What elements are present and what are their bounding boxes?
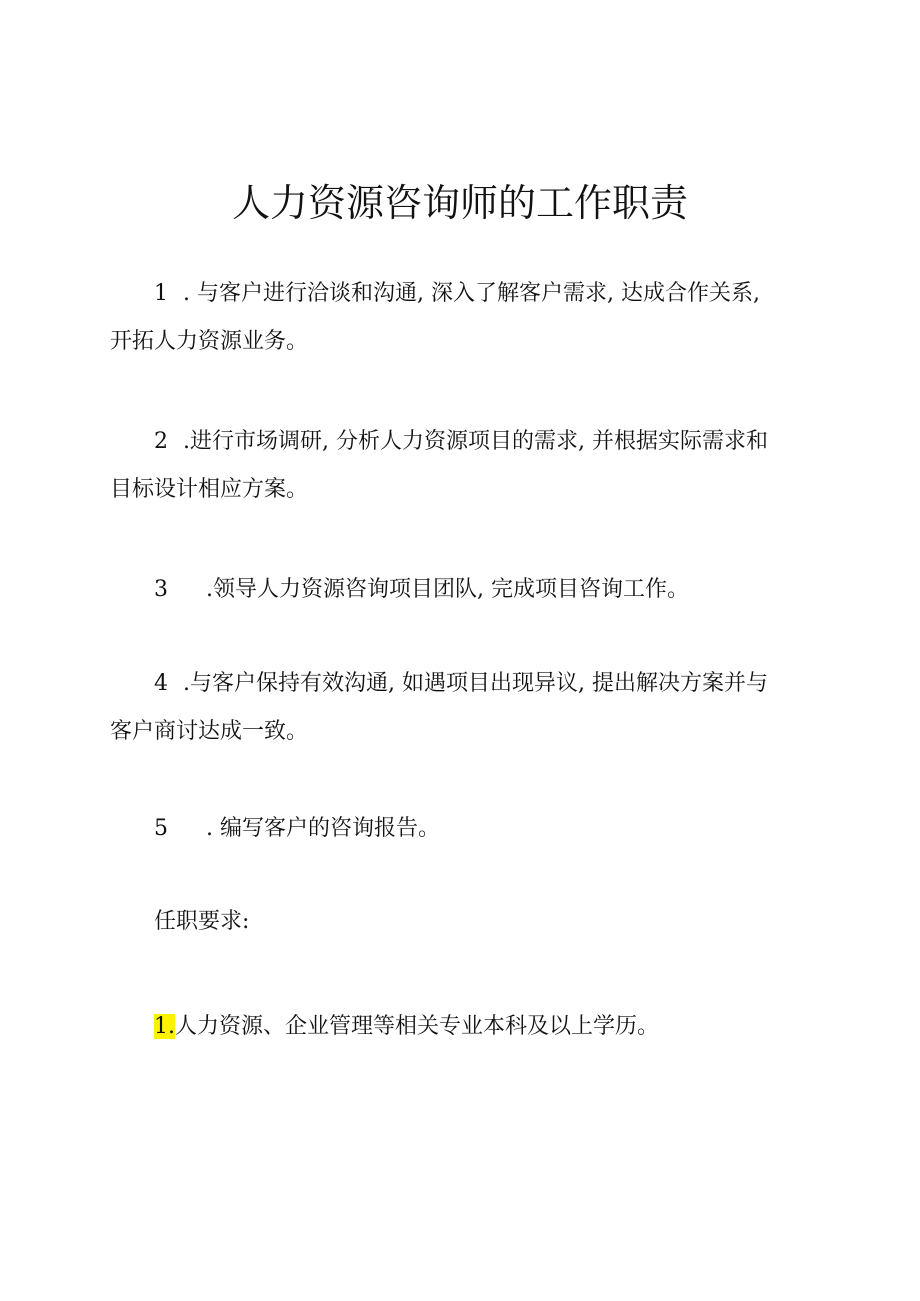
- duty-item-2: [110, 418, 800, 514]
- duty-text-line2: 客户商讨达成一致。: [110, 719, 309, 744]
- duty-item-3: [110, 566, 800, 614]
- duty-number: 5: [154, 816, 168, 841]
- requirement-number-highlighted: 1.: [154, 1014, 175, 1039]
- duty-text-line2: 开拓人力资源业务。: [110, 329, 309, 354]
- requirement-item-1: [110, 1003, 800, 1051]
- requirement-text: 人力资源、企业管理等相关专业本科及以上学历。: [175, 1014, 660, 1039]
- duty-text-line1: .领导人力资源咨询项目团队, 完成项目咨询工作。: [206, 577, 689, 602]
- requirements-heading: 任职要求:: [154, 909, 250, 934]
- duty-item-5: [110, 805, 800, 853]
- document-title: 人力资源咨询师的工作职责: [231, 181, 688, 225]
- duty-text-line1: . 编写客户的咨询报告。: [206, 816, 440, 841]
- duty-number: 2: [154, 429, 168, 454]
- duty-text-line2: 目标设计相应方案。: [110, 477, 309, 502]
- duty-text-line1: . 与客户进行洽谈和沟通, 深入了解客户需求, 达成合作关系,: [176, 281, 760, 306]
- duty-number: 3: [154, 577, 168, 602]
- duty-number: 1: [154, 281, 168, 306]
- duty-number: 4: [154, 671, 168, 696]
- duty-text-line1: .进行市场调研, 分析人力资源项目的需求, 并根据实际需求和: [176, 429, 768, 454]
- duty-text-line1: .与客户保持有效沟通, 如遇项目出现异议, 提出解决方案并与: [176, 671, 768, 696]
- duty-item-1: [110, 270, 800, 366]
- duty-item-4: [110, 660, 800, 756]
